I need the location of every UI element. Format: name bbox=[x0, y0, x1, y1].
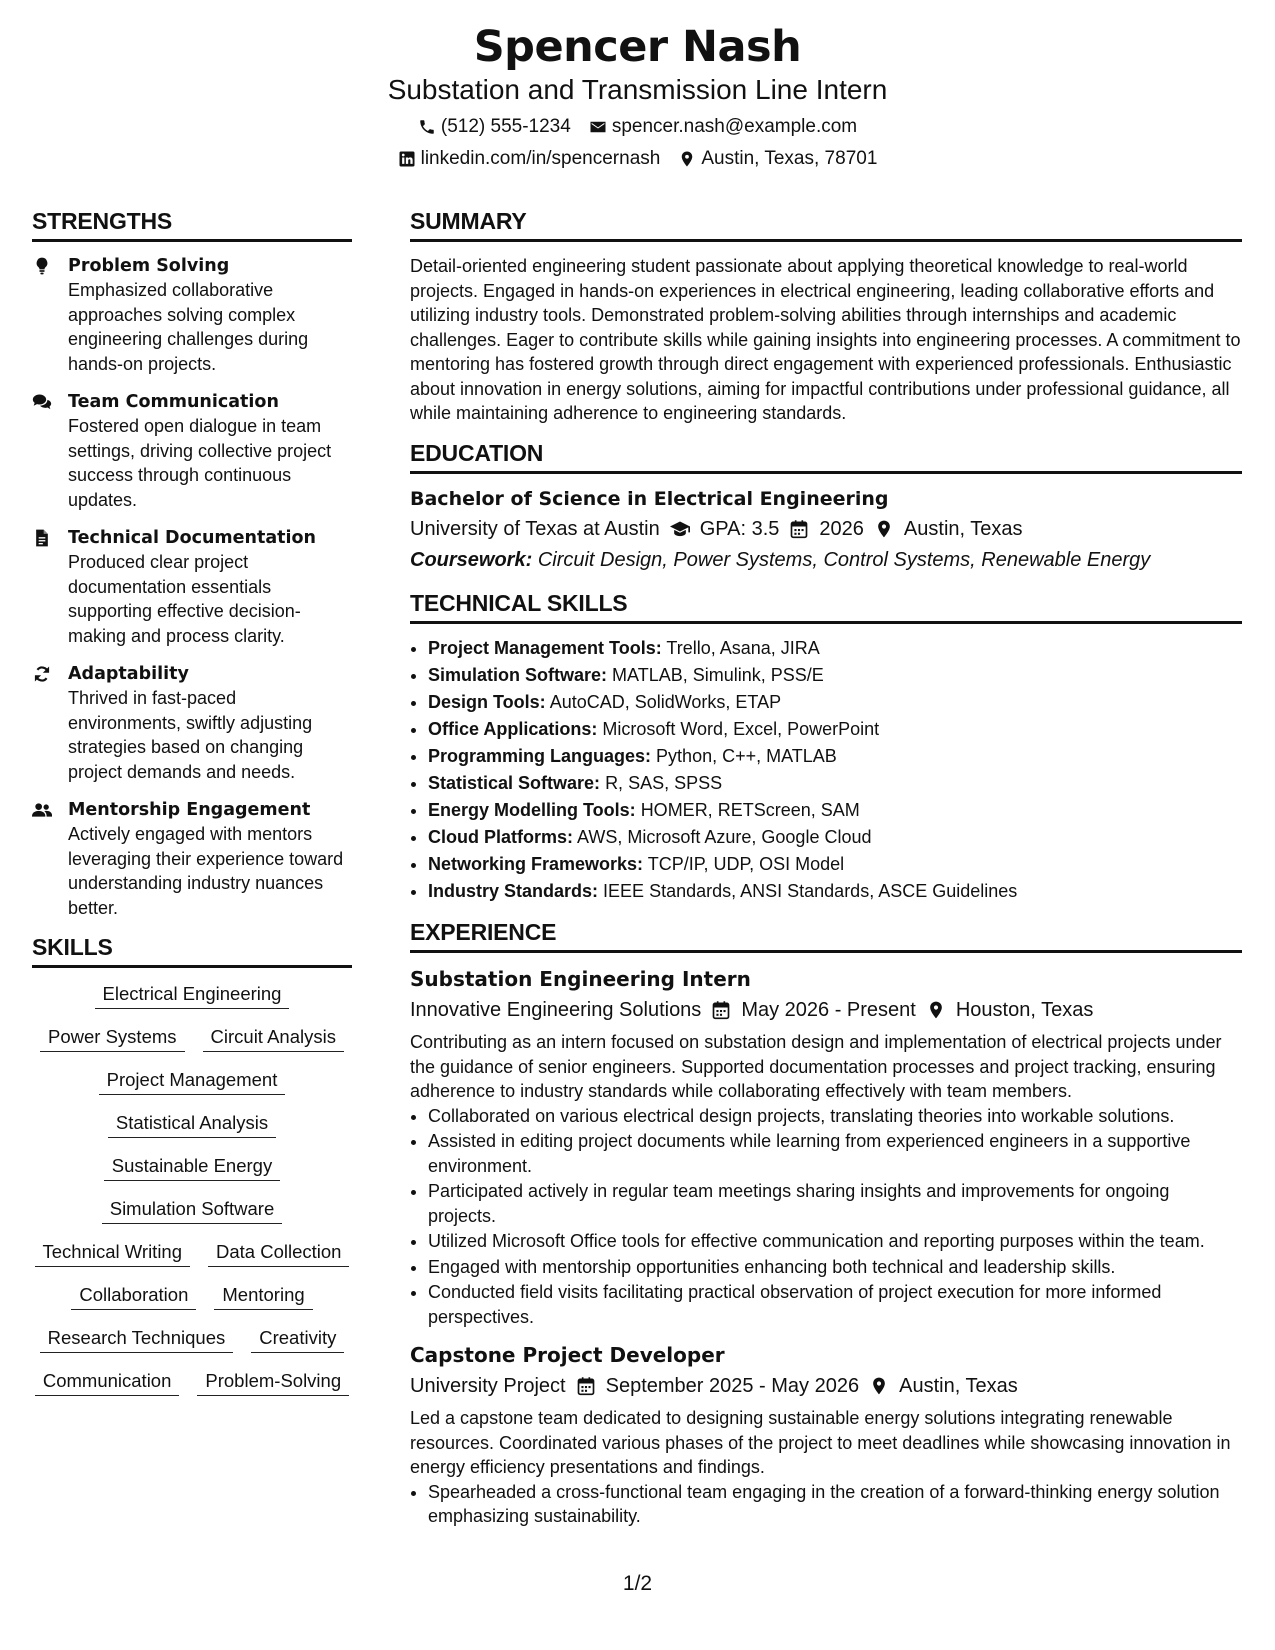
summary-text: Detail-oriented engineering student passionate about applying theoretical knowledge to real-world projects. Engaged in hands-on experiences in electrical engineering, leading collaborative efforts and utilizing industry tools. Demonstrated problem-solving abilities through internships and academic challenges. Eager to contribute skills while gaining insights into engineering processes. A commitment to mentoring has fostered growth through direct engagement with experienced professionals. Enthusiastic about innovation in energy solutions, aiming for impactful contributions under professional guidance, all while maintaining adherence to engineering standards. bbox=[410, 256, 1241, 423]
strength-item bbox=[32, 390, 352, 512]
skill-chip: Power Systems bbox=[40, 1025, 185, 1052]
comments-icon bbox=[32, 392, 52, 412]
strength-title: Mentorship Engagement bbox=[68, 800, 311, 820]
job-location: Austin, Texas bbox=[899, 1375, 1018, 1397]
lightbulb-icon bbox=[32, 256, 52, 276]
company-name: University Project bbox=[410, 1375, 566, 1397]
strengths-list bbox=[32, 254, 352, 920]
map-marker-icon bbox=[926, 1000, 946, 1020]
refresh-icon bbox=[32, 664, 52, 684]
job-description: Contributing as an intern focused on substation design and implementation of electrical projects under the guidance of senior engineers. Supported documentation processes and project tracking, ensuring adherence to industry standards while collaborating effectively with team members. bbox=[410, 1032, 1222, 1101]
map-marker-icon bbox=[869, 1376, 889, 1396]
education-meta bbox=[410, 515, 1242, 543]
job-entry bbox=[410, 965, 1242, 1329]
school-name: University of Texas at Austin bbox=[410, 517, 660, 540]
job-bullet: • Assisted in editing project documents while learning from experienced engineers in a supportive environment. bbox=[428, 1129, 1242, 1178]
strength-item bbox=[32, 526, 352, 648]
coursework-label: Coursework: bbox=[410, 548, 533, 571]
skill-chip: Circuit Analysis bbox=[203, 1025, 344, 1052]
skills-list bbox=[32, 980, 352, 1396]
strengths-heading: STRENGTHS bbox=[32, 208, 352, 242]
job-bullets bbox=[410, 1104, 1242, 1330]
tech-skill-item: • Project Management Tools: Trello, Asana, JIRA bbox=[428, 636, 1242, 661]
candidate-title: Substation and Transmission Line Intern bbox=[387, 74, 888, 105]
skill-chip: Research Techniques bbox=[40, 1326, 234, 1353]
skill-chip: Electrical Engineering bbox=[95, 982, 290, 1009]
strength-item bbox=[32, 798, 352, 920]
linkedin-icon bbox=[398, 150, 416, 168]
map-marker-icon bbox=[874, 519, 894, 539]
job-bullet: • Engaged with mentorship opportunities enhancing both technical and leadership skills. bbox=[428, 1255, 1242, 1280]
skill-chip: Data Collection bbox=[208, 1240, 349, 1267]
tech-skill-item: • Statistical Software: R, SAS, SPSS bbox=[428, 771, 1242, 796]
job-title: Capstone Project Developer bbox=[410, 1343, 725, 1367]
email-text[interactable]: spencer.nash@example.com bbox=[611, 116, 858, 137]
job-title: Substation Engineering Intern bbox=[410, 967, 751, 991]
skill-chip: Collaboration bbox=[71, 1283, 196, 1310]
strength-title: Problem Solving bbox=[68, 256, 230, 276]
education-heading: EDUCATION bbox=[410, 440, 1242, 474]
skill-chip: Statistical Analysis bbox=[108, 1111, 276, 1138]
tech-skill-item: • Energy Modelling Tools: HOMER, RETScreen, SAM bbox=[428, 798, 1242, 823]
left-column bbox=[32, 208, 352, 1396]
location-contact bbox=[678, 147, 877, 171]
coursework bbox=[410, 546, 1242, 574]
graduation-year: 2026 bbox=[819, 517, 864, 540]
education-location: Austin, Texas bbox=[903, 517, 1023, 540]
strength-item bbox=[32, 662, 352, 784]
resume-header bbox=[0, 0, 1275, 171]
contact-row-2 bbox=[0, 147, 1275, 171]
users-icon bbox=[32, 800, 52, 820]
strength-item bbox=[32, 254, 352, 376]
company-name: Innovative Engineering Solutions bbox=[410, 999, 702, 1021]
job-bullet: • Conducted field visits facilitating practical observation of project execution for more informed perspectives. bbox=[428, 1280, 1242, 1329]
job-meta bbox=[410, 996, 1242, 1024]
strength-desc: Produced clear project documentation essentials supporting effective decision-making and process clarity. bbox=[68, 552, 301, 646]
gpa-text: GPA: 3.5 bbox=[699, 517, 780, 540]
job-dates: May 2026 - Present bbox=[741, 999, 916, 1021]
tech-skill-item: • Industry Standards: IEEE Standards, ANSI Standards, ASCE Guidelines bbox=[428, 879, 1242, 904]
skill-chip: Communication bbox=[35, 1369, 180, 1396]
document-icon bbox=[32, 528, 52, 548]
linkedin-text[interactable]: linkedin.com/in/spencernash bbox=[420, 148, 661, 169]
tech-skill-item: • Design Tools: AutoCAD, SolidWorks, ETAP bbox=[428, 690, 1242, 715]
job-meta bbox=[410, 1372, 1242, 1400]
envelope-icon bbox=[589, 118, 607, 136]
technical-skills-heading: TECHNICAL SKILLS bbox=[410, 590, 1242, 624]
strength-desc: Fostered open dialogue in team settings, driving collective project success through continuous updates. bbox=[68, 416, 332, 510]
job-bullet: • Collaborated on various electrical design projects, translating theories into workable solutions. bbox=[428, 1104, 1242, 1129]
skill-chip: Creativity bbox=[251, 1326, 344, 1353]
strength-desc: Thrived in fast-paced environments, swiftly adjusting strategies based on changing project demands and needs. bbox=[68, 688, 313, 782]
calendar-icon bbox=[576, 1376, 596, 1396]
skill-chip: Project Management bbox=[99, 1068, 286, 1095]
job-bullet: • Utilized Microsoft Office tools for effective communication and reporting purposes within the team. bbox=[428, 1229, 1242, 1254]
page-number: 1/2 bbox=[622, 1572, 653, 1595]
contact-row-1 bbox=[0, 115, 1275, 139]
calendar-icon bbox=[789, 519, 809, 539]
candidate-name: Spencer Nash bbox=[473, 22, 802, 72]
skill-chip: Mentoring bbox=[214, 1283, 312, 1310]
strength-desc: Actively engaged with mentors leveraging their experience toward understanding industry nuances better. bbox=[68, 824, 344, 918]
tech-skill-item: • Networking Frameworks: TCP/IP, UDP, OSI Model bbox=[428, 852, 1242, 877]
tech-skill-item: • Programming Languages: Python, C++, MATLAB bbox=[428, 744, 1242, 769]
summary-heading: SUMMARY bbox=[410, 208, 1242, 242]
location-text: Austin, Texas, 78701 bbox=[701, 148, 878, 169]
job-dates: September 2025 - May 2026 bbox=[605, 1375, 860, 1397]
skill-chip: Technical Writing bbox=[35, 1240, 191, 1267]
job-entry bbox=[410, 1341, 1242, 1529]
skills-heading: SKILLS bbox=[32, 934, 352, 968]
job-bullet: • Spearheaded a cross-functional team engaging in the creation of a forward-thinking energy solution emphasizing sustainability. bbox=[428, 1480, 1242, 1529]
job-bullets bbox=[410, 1480, 1242, 1529]
calendar-icon bbox=[711, 1000, 731, 1020]
experience-heading: EXPERIENCE bbox=[410, 919, 1242, 953]
tech-skill-item: • Simulation Software: MATLAB, Simulink, PSS/E bbox=[428, 663, 1242, 688]
strength-desc: Emphasized collaborative approaches solving complex engineering challenges during hands-on projects. bbox=[68, 280, 309, 374]
job-bullet: • Participated actively in regular team meetings sharing insights and improvements for ongoing projects. bbox=[428, 1179, 1242, 1228]
strength-title: Technical Documentation bbox=[68, 528, 317, 548]
skill-chip: Problem-Solving bbox=[197, 1369, 349, 1396]
degree-title: Bachelor of Science in Electrical Engineering bbox=[410, 487, 889, 510]
strength-title: Adaptability bbox=[68, 664, 189, 684]
tech-skill-item: • Cloud Platforms: AWS, Microsoft Azure, Google Cloud bbox=[428, 825, 1242, 850]
right-column bbox=[410, 208, 1242, 1541]
skill-chip: Sustainable Energy bbox=[104, 1154, 280, 1181]
map-marker-icon bbox=[678, 150, 696, 168]
strength-title: Team Communication bbox=[68, 392, 279, 412]
phone-text: (512) 555-1234 bbox=[440, 116, 571, 137]
graduation-cap-icon bbox=[670, 519, 690, 539]
linkedin-contact[interactable] bbox=[398, 147, 661, 171]
coursework-list: Circuit Design, Power Systems, Control Systems, Renewable Energy bbox=[537, 548, 1151, 571]
tech-skill-item: • Office Applications: Microsoft Word, Excel, PowerPoint bbox=[428, 717, 1242, 742]
phone-icon bbox=[418, 118, 436, 136]
job-description: Led a capstone team dedicated to designing sustainable energy solutions integrating renewable resources. Coordinated various phases of the project to meet deadlines while showcasing innovation in energy efficiency presentations and findings. bbox=[410, 1408, 1231, 1477]
email-contact[interactable] bbox=[589, 115, 857, 139]
job-location: Houston, Texas bbox=[955, 999, 1094, 1021]
skill-chip: Simulation Software bbox=[102, 1197, 283, 1224]
technical-skills-list bbox=[410, 636, 1242, 904]
phone-contact bbox=[418, 115, 571, 139]
